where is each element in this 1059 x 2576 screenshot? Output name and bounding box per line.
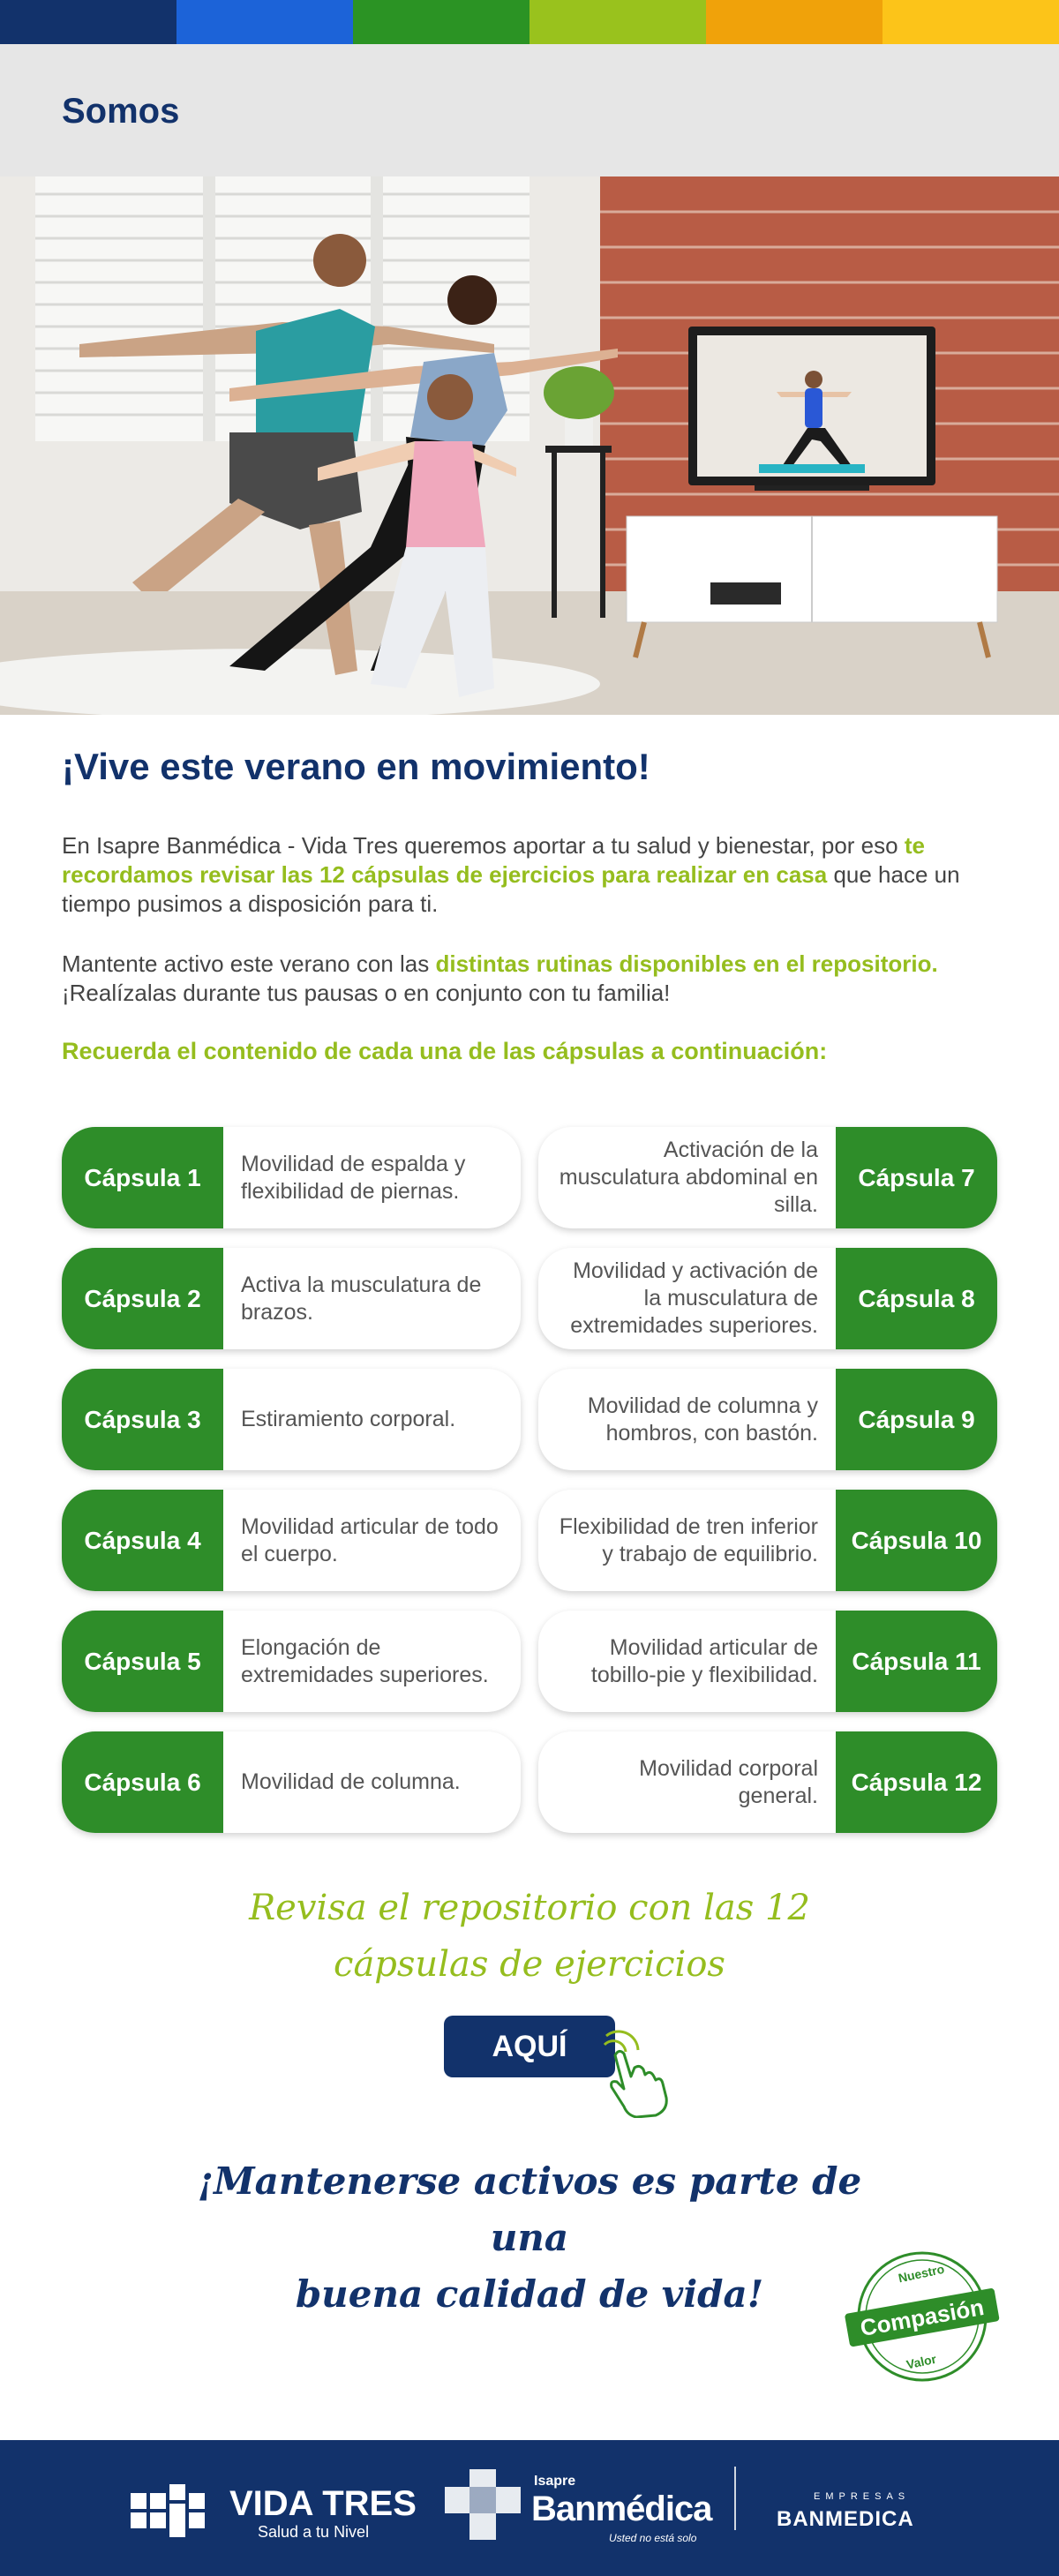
capsule-label: Cápsula 12: [836, 1731, 997, 1833]
capsule-card-12[interactable]: [538, 1731, 997, 1833]
seal-middle-text: Compasión: [858, 2293, 987, 2342]
capsule-card-3[interactable]: [62, 1369, 521, 1470]
capsule-description: Movilidad articular de tobillo-pie y flexibilidad.: [590, 1634, 818, 1687]
stripe-blue: [176, 0, 353, 44]
footer-divider: [734, 2467, 736, 2530]
capsule-description: Flexibilidad de tren inferior y trabajo de equilibrio.: [559, 1513, 818, 1566]
capsule-label: Cápsula 10: [836, 1490, 997, 1591]
summer-text-start: Mantente activo este verano con las: [62, 950, 436, 977]
closing-line-2: buena calidad de vida!: [295, 2272, 764, 2316]
vidatres-name: VIDA TRES: [229, 2484, 417, 2523]
capsule-description: Activa la musculatura de brazos.: [241, 1272, 482, 1325]
capsule-label: Cápsula 2: [62, 1248, 223, 1349]
empresas-banmedica-name: BANMEDICA: [777, 2507, 914, 2531]
capsule-label: Cápsula 8: [836, 1248, 997, 1349]
capsule-card-11[interactable]: [538, 1611, 997, 1712]
capsule-label: Cápsula 9: [836, 1369, 997, 1470]
capsule-label: Cápsula 4: [62, 1490, 223, 1591]
vidatres-tagline: Salud a tu Nivel: [258, 2523, 370, 2541]
capsule-description: Movilidad de columna y hombros, con bastón.: [587, 1393, 818, 1446]
capsule-label: Cápsula 5: [62, 1611, 223, 1712]
capsule-card-10[interactable]: [538, 1490, 997, 1591]
footer: [0, 2440, 1059, 2576]
intro-paragraph: [62, 831, 997, 919]
stripe-yellow: [882, 0, 1059, 44]
capsule-card-5[interactable]: [62, 1611, 521, 1712]
capsule-description: Movilidad y activación de la musculatura de extremidades superiores.: [570, 1258, 818, 1338]
aqui-button[interactable]: AQUÍ: [444, 2016, 615, 2077]
capsule-card-9[interactable]: [538, 1369, 997, 1470]
vidatres-logo-icon: [131, 2484, 219, 2537]
capsule-description: Movilidad articular de todo el cuerpo.: [241, 1513, 499, 1566]
capsule-description: Elongación de extremidades superiores.: [241, 1634, 489, 1687]
hero-image: [0, 176, 1059, 715]
seal-bottom-text: Valor: [905, 2351, 938, 2372]
stripe-green: [353, 0, 530, 44]
capsule-description: Estiramiento corporal.: [241, 1407, 456, 1431]
family-exercise-photo: [0, 176, 1059, 715]
closing-text: [176, 2153, 882, 2323]
banmedica-logo-icon: [443, 2469, 522, 2540]
stripe-orange: [706, 0, 882, 44]
capsule-description: Movilidad corporal general.: [639, 1755, 818, 1808]
stripe-navy: [0, 0, 176, 44]
stripe-lime: [530, 0, 706, 44]
summer-text-end: ¡Realízalas durante tus pausas o en conjunto con tu familia!: [62, 980, 671, 1006]
capsule-card-6[interactable]: [62, 1731, 521, 1833]
intro-text-start: En Isapre Banmédica - Vida Tres queremos aportar a tu salud y bienestar, por eso: [62, 832, 905, 859]
capsule-description: Movilidad de espalda y flexibilidad de piernas.: [241, 1151, 466, 1204]
capsule-label: Cápsula 3: [62, 1369, 223, 1470]
header-bar: [0, 44, 1059, 176]
summer-paragraph: [62, 950, 997, 1008]
intro-highlight: te recordamos revisar las 12 cápsulas de ejercicios para realizar en casa: [62, 832, 925, 888]
intro-text-end: que hace un tiempo pusimos a disposición para ti.: [62, 861, 960, 917]
banmedica-prefix: Isapre: [534, 2474, 576, 2489]
capsule-label: Cápsula 11: [836, 1611, 997, 1712]
banmedica-name: Banmédica: [531, 2490, 712, 2528]
empresas-prefix: EMPRESAS: [814, 2491, 911, 2502]
capsule-label: Cápsula 7: [836, 1127, 997, 1228]
page-title: Somos: [62, 92, 180, 131]
seal-top-text: Nuestro: [897, 2261, 946, 2286]
compasion-seal-icon: [843, 2246, 1002, 2387]
closing-line-1: ¡Mantenerse activos es parte de una: [197, 2159, 862, 2259]
main-headline: ¡Vive este verano en movimiento!: [62, 746, 650, 787]
banmedica-tagline: Usted no está solo: [609, 2532, 697, 2544]
cta-text: [176, 1880, 882, 1993]
hand-pointer-icon: [587, 2025, 675, 2118]
capsule-description: Activación de la musculatura abdominal en silla.: [559, 1138, 818, 1217]
capsule-description: Movilidad de columna.: [241, 1769, 461, 1794]
capsule-card-1[interactable]: [62, 1127, 521, 1228]
capsule-label: Cápsula 1: [62, 1127, 223, 1228]
cta-line-1: Revisa el repositorio con las 12: [249, 1888, 810, 1928]
summer-highlight: distintas rutinas disponibles en el repositorio.: [435, 950, 938, 977]
capsule-card-8[interactable]: [538, 1248, 997, 1349]
capsule-label: Cápsula 6: [62, 1731, 223, 1833]
capsule-card-2[interactable]: [62, 1248, 521, 1349]
capsule-card-4[interactable]: [62, 1490, 521, 1591]
cta-line-2: cápsulas de ejercicios: [334, 1944, 725, 1985]
capsules-intro: Recuerda el contenido de cada una de las cápsulas a continuación:: [62, 1038, 828, 1064]
capsule-card-7[interactable]: [538, 1127, 997, 1228]
color-stripe: [0, 0, 1059, 44]
